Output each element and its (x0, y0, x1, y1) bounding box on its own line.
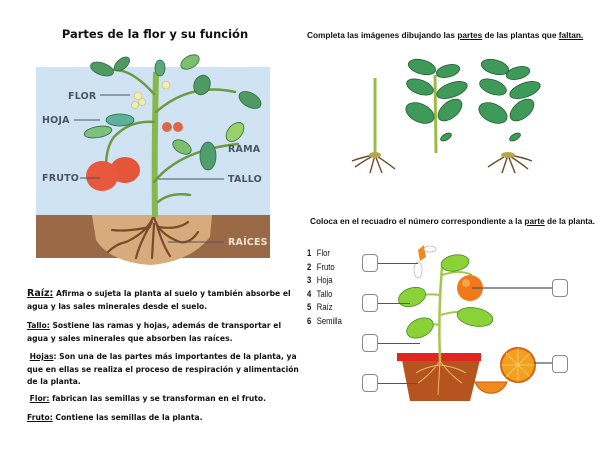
list-item-number: 6 (307, 315, 312, 326)
instruction1-text: Completa las imágenes dibujando las (307, 30, 458, 40)
term-fruto: Fruto: (27, 413, 53, 422)
description-tallo (27, 320, 299, 345)
text-raiz: Afirma o sujeta la planta al suelo y también absorbe el agua y las sales minerales desde el suelo. (27, 289, 291, 311)
description-hojas (27, 351, 299, 389)
list-item-number: 3 (307, 275, 312, 286)
term-flor: Flor: (29, 394, 50, 403)
list-item-number: 5 (307, 302, 312, 313)
list-item (307, 301, 342, 315)
potted-orange-plant-illustration (380, 235, 600, 415)
list-item-number: 2 (307, 261, 312, 272)
term-hojas: Hojas (29, 352, 54, 361)
instruction1-underline-faltan: faltan. (558, 30, 584, 40)
instruction2-text: Coloca en el recuadro el número correspondiente a la (310, 216, 525, 226)
page-title-left: Partes de la flor y su función (61, 27, 249, 41)
description-flor (27, 393, 299, 406)
incomplete-plants-illustration (330, 45, 600, 180)
list-item-label: Fruto (316, 261, 335, 272)
list-item (307, 274, 342, 288)
text-tallo: Sostiene las ramas y hojas, además de transportar el agua y sales minerales que absorben las raíces. (27, 321, 282, 343)
text-hojas: : Son una de las partes más importantes de la planta, ya que en ellas se realiza el proceso de respiración y alimentación de la planta. (27, 352, 299, 386)
tomato-plant-illustration (30, 52, 280, 267)
list-item (307, 261, 342, 275)
instruction1-underline-partes: partes (457, 30, 483, 40)
diagram-label-flor: FLOR (68, 91, 97, 102)
list-item-label: Hoja (316, 275, 333, 286)
answer-box-tallo[interactable] (362, 334, 378, 352)
list-item (307, 247, 342, 261)
list-item-label: Flor (316, 248, 330, 258)
answer-box-hoja[interactable] (362, 294, 378, 312)
list-item-label: Semilla (316, 315, 342, 326)
instruction-place-number (310, 216, 595, 226)
list-item-label: Tallo (316, 288, 333, 299)
diagram-label-rama: RAMA (228, 144, 261, 155)
text-fruto: Contiene las semillas de la planta. (52, 413, 203, 422)
diagram-label-fruto: FRUTO (42, 173, 80, 184)
plant-parts-diagram (30, 52, 280, 267)
description-raiz (27, 288, 299, 313)
leader-line (378, 263, 418, 264)
diagram-label-tallo: TALLO (228, 174, 262, 185)
diagram-label-raices: RAÍCES (228, 237, 268, 248)
leader-line (378, 303, 410, 304)
instruction1-text-mid: de las plantas que (482, 30, 559, 40)
answer-box-fruto[interactable] (552, 279, 568, 297)
parts-list (307, 247, 348, 329)
list-item-label: Raíz (316, 302, 333, 313)
answer-box-raiz[interactable] (362, 374, 378, 392)
answer-box-semilla[interactable] (552, 355, 568, 373)
instruction2-underline-parte: parte (524, 216, 545, 226)
instruction-draw-parts (307, 30, 583, 40)
text-flor: fabrican las semillas y se transforman en el fruto. (49, 394, 267, 403)
instruction2-text-post: de la planta. (544, 216, 595, 226)
term-tallo: Tallo: (27, 321, 50, 330)
description-fruto (27, 412, 299, 425)
leader-line (378, 383, 418, 384)
leader-line (378, 343, 420, 344)
term-raiz: Raíz: (27, 288, 54, 299)
list-item-number: 1 (307, 248, 312, 258)
answer-box-flor[interactable] (362, 254, 378, 272)
list-item-number: 4 (307, 288, 312, 299)
diagram-label-hoja: HOJA (42, 115, 70, 126)
list-item (307, 288, 342, 302)
list-item (307, 315, 342, 329)
